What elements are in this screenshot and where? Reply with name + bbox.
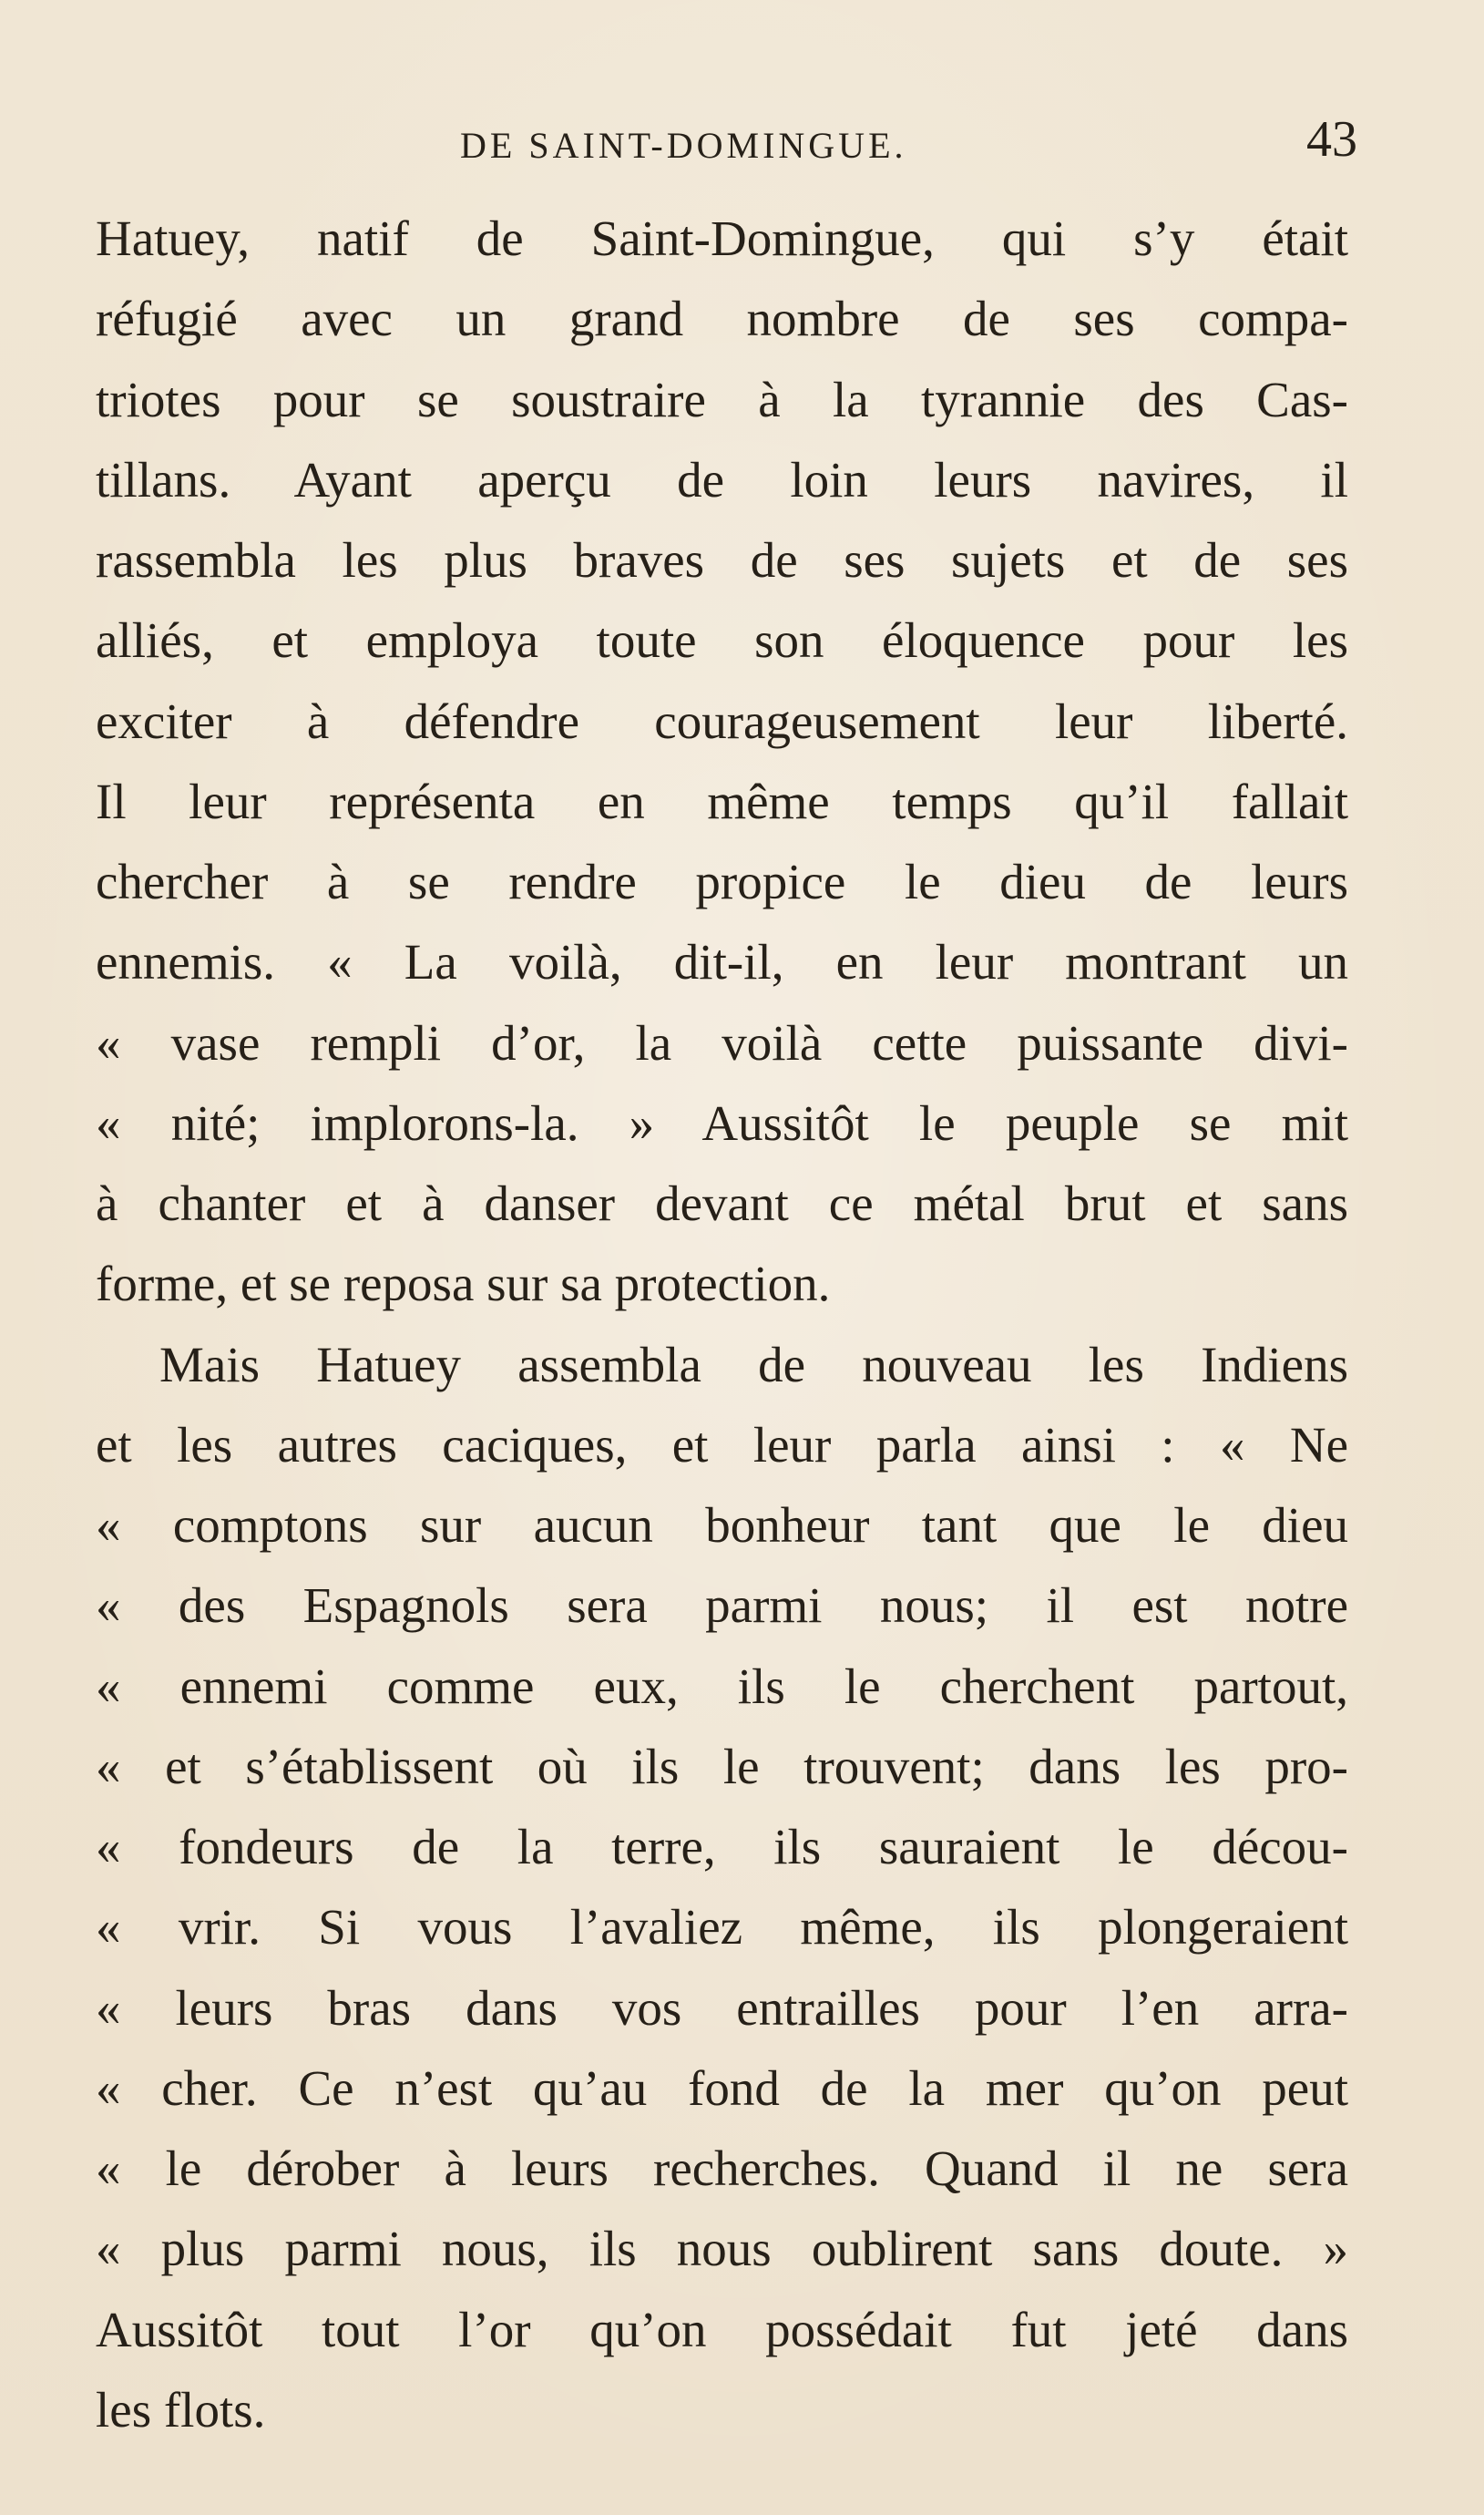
text-line: triotes pour se soustraire à la tyrannie des Cas- bbox=[96, 371, 1348, 427]
paragraph-start-line: Mais Hatuey assembla de nouveau les Indiens bbox=[159, 1336, 1348, 1392]
text-line: « leurs bras dans vos entrailles pour l’en arra- bbox=[96, 1979, 1348, 2036]
text-line: alliés, et employa toute son éloquence pour les bbox=[96, 612, 1348, 669]
paragraph-end-line: forme, et se reposa sur sa protection. bbox=[96, 1256, 831, 1312]
text-line: « comptons sur aucun bonheur tant que le dieu bbox=[96, 1497, 1348, 1553]
text-line: « des Espagnols sera parmi nous; il est notre bbox=[96, 1577, 1348, 1634]
text-line: tillans. Ayant aperçu de loin leurs navires, il bbox=[96, 451, 1348, 508]
text-line: à chanter et à danser devant ce métal brut et sans bbox=[96, 1175, 1348, 1231]
running-head bbox=[96, 111, 1357, 173]
text-line: rassembla les plus braves de ses sujets et de ses bbox=[96, 532, 1348, 588]
text-line: « et s’établissent où ils le trouvent; dans les pro- bbox=[96, 1738, 1348, 1794]
text-line: Aussitôt tout l’or qu’on possédait fut jeté dans bbox=[96, 2301, 1348, 2357]
text-line: « plus parmi nous, ils nous oublirent sans doute. » bbox=[96, 2221, 1348, 2277]
text-line: et les autres caciques, et leur parla ainsi : « Ne bbox=[96, 1416, 1348, 1473]
text-line: « fondeurs de la terre, ils sauraient le décou- bbox=[96, 1819, 1348, 1874]
running-title: DE SAINT-DOMINGUE. bbox=[460, 125, 907, 166]
text-line: « vrir. Si vous l’avaliez même, ils plongeraient bbox=[96, 1899, 1348, 1956]
text-line: ennemis. « La voilà, dit-il, en leur montrant un bbox=[96, 934, 1348, 991]
text-line: « nité; implorons-la. » Aussitôt le peuple se mit bbox=[96, 1094, 1348, 1151]
text-line: « le dérober à leurs recherches. Quand il ne sera bbox=[96, 2140, 1348, 2196]
text-line: Il leur représenta en même temps qu’il fallait bbox=[96, 773, 1348, 829]
text-line: réfugié avec un grand nombre de ses compa- bbox=[96, 291, 1348, 347]
text-line: « vase rempli d’or, la voilà cette puissante divi- bbox=[96, 1014, 1348, 1071]
paragraph-end-line: les flots. bbox=[96, 2381, 266, 2438]
body-text bbox=[96, 199, 1348, 2450]
text-line: chercher à se rendre propice le dieu de leurs bbox=[96, 854, 1348, 909]
text-line: « cher. Ce n’est qu’au fond de la mer qu’on peut bbox=[96, 2059, 1348, 2116]
text-line: Hatuey, natif de Saint-Domingue, qui s’y était bbox=[96, 210, 1348, 266]
text-line: exciter à défendre courageusement leur liberté. bbox=[96, 693, 1348, 749]
text-line: « ennemi comme eux, ils le cherchent partout, bbox=[96, 1658, 1348, 1714]
page-number: 43 bbox=[1306, 111, 1357, 168]
